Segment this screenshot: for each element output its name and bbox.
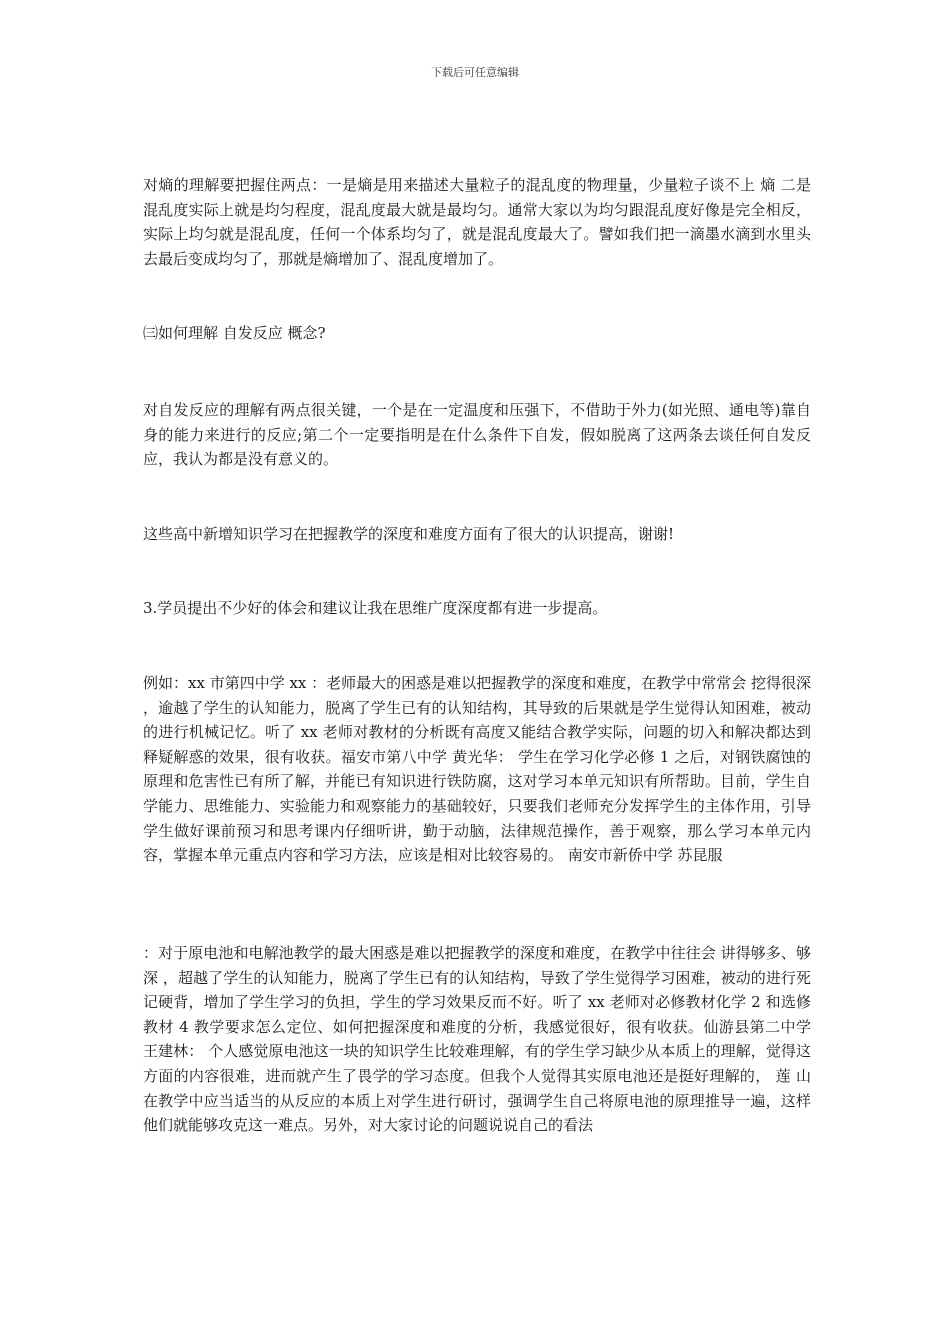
paragraph-point-3: 3.学员提出不少好的体会和建议让我在思维广度深度都有进一步提高。 — [143, 599, 608, 617]
paragraph-spontaneous-reaction: 对自发反应的理解有两点很关键，一个是在一定温度和压强下，不借助于外力(如光照、通电等)靠自身的能力来进行的反应;第二个一定要指明是在什么条件下自发，假如脱离了这两条去谈任何自发反应，我认为都是没有意义的。 — [143, 401, 811, 469]
section-heading-spontaneous-reaction: ㈢如何理解 自发反应 概念? — [143, 324, 326, 342]
paragraph-example-feedback: 例如：xx 市第四中学 xx ：老师最大的困惑是难以把握教学的深度和难度，在教学中常常会 挖得很深 ，逾越了学生的认知能力，脱离了学生已有的认知结构，其导致的后果就是学生觉得认知困难，被动的进行机械记忆。听了 xx 老师对教材的分析既有高度又能结合教学实际，问题的切入和解决都达到释疑解惑的效果，很有收获。福安市第八中学 黄光华： 学生在学习化学必修 1 之后，对钢铁腐蚀的原理和危害性已有所了解，并能已有知识进行铁防腐，这对学习本单元知识有所帮助。目前，学生自学能力、思维能力、实验能力和观察能力的基础较好，只要我们老师充分发挥学生的主体作用，引导学生做好课前预习和思考课内仔细听讲，勤于动脑，法律规范操作，善于观察，那么学习本单元内容，掌握本单元重点内容和学习方法，应该是相对比较容易的。 南安市新侨中学 苏昆服 — [143, 674, 811, 865]
paragraph-battery-feedback: ：对于原电池和电解池教学的最大困惑是难以把握教学的深度和难度，在教学中往往会 讲得够多、够深 ，超越了学生的认知能力，脱离了学生已有的认知结构，导致了学生觉得学习困难，被动的进行死记硬背，增加了学生学习的负担，学生的学习效果反而不好。听了 xx 老师对必修教材化学 2 和选修教材 4 教学要求怎么定位、如何把握深度和难度的分析，我感觉很好，很有收获。仙游县第二中学 王建林： 个人感觉原电池这一块的知识学生比较难理解，有的学生学习缺少从本质上的理解，觉得这方面的内容很难，进而就产生了畏学的学习态度。但我个人觉得其实原电池还是挺好理解的， 莲 山 在教学中应当适当的从反应的本质上对学生进行研讨，强调学生自己将原电池的原理推导一遍，这样他们就能够攻克这一难点。另外，对大家讨论的问题说说自己的看法 — [143, 944, 811, 1135]
paragraph-entropy: 对熵的理解要把握住两点：一是熵是用来描述大量粒子的混乱度的物理量，少量粒子谈不上 熵 二是混乱度实际上就是均匀程度，混乱度最大就是最均匀。通常大家以为均匀跟混乱度好像是完全相反，实际上均匀就是混乱度，任何一个体系均匀了，就是混乱度最大了。譬如我们把一滴墨水滴到水里头去最后变成均匀了，那就是熵增加了、混乱度增加了。 — [143, 176, 811, 268]
paragraph-thanks: 这些高中新增知识学习在把握教学的深度和难度方面有了很大的认识提高，谢谢! — [143, 525, 675, 543]
page-header-note: 下载后可任意编辑 — [431, 66, 519, 79]
